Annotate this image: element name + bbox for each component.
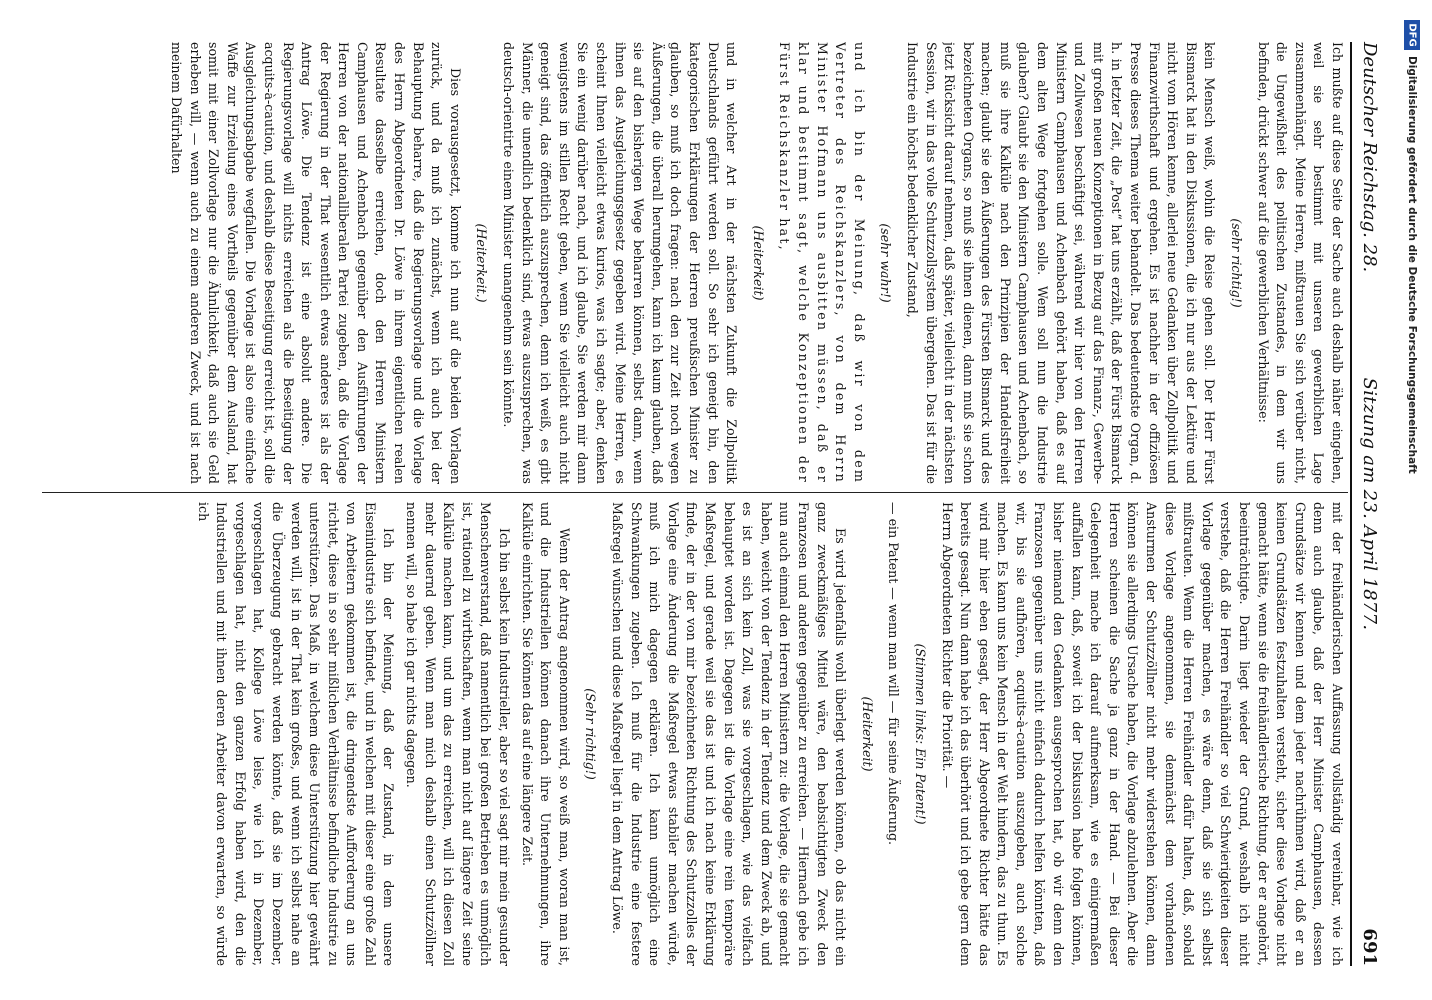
interjection: (sehr wahr!) xyxy=(878,223,894,303)
paragraph: und ich bin der Meinung, daß wir von dem Vertreter des Reichskanzlers, von dem Herrn Minister Hofmann uns ausbitten müssen, daß er klar und bestimmt sagt, welche Konzeptionen der Fürst Reichskanzler hat, xyxy=(777,42,867,484)
interjection: (Heiterkeit) xyxy=(859,696,875,772)
paragraph: — ein Patent — wenn man will — für seine Äußerung. xyxy=(886,502,902,846)
paragraph: mit der freihändlerischen Auffassung vollständig vereinbar, wie ich denn auch glaube, daß der Herr Minister Camphausen, dessen Grundsätze wir kennen und dem jeder nachrühmen wird, daß er an keinen Grundsätzen festzuhalten versteht, sicher diese Vorlage nicht gemacht hätte, wenn sie die freihändlerische Richtung, der er angehört, beeinträchtigte. Darin liegt wieder der Grund, weshalb ich nicht verstehe, daß die Herren Freihändler so viel Schwierigkeiten dieser Vorlage gegenüber machen, es wäre denn, daß sie sich selbst mißtrauten. Wenn die Herren Freihändler dafür halten, daß, sobald diese Vorlage angenommen, sie demnächst dem vorhandenen Ansturmen der Schutzzöllner nicht mehr widerstehen können, dann können sie allerdings Ursache haben, die Vorlage abzulehnen. Aber die Herren scheinen die Sache ja ganz in der Hand. — Bei dieser Gelegenheit mache ich darauf aufmerksam, wie es einigermaßen auffallen kann, daß, soweit ich der Diskussion habe folgen können, bisher niemand den Gedanken ausgesprochen hat, ob wir denn den Franzosen gegenüber uns nicht einfach dadurch helfen könnten, daß wir, bis sie aufhören, acquits-à-caution auszugeben, auch solche machen. Es kann uns kein Mensch in der Welt hindern, das zu thun. Es wird mir hier eben gesagt, der Herr Abgeordnete Richter hätte das bereits gesagt. Nun dann habe ich das überhört und ich gebe gern dem Herrn Abgeordneten Richter die Priorität. — xyxy=(939,502,1345,966)
paragraph: Es wird jedenfalls wohl überlegt werden können, ob das nicht ein ganz zweckmäßiges Mittel wäre, den beabsichtigten Zweck den Franzosen und anderen gegenüber zu erreichen. — Hiernach gebe ich nun auch einmal den Herren Ministern zu: die Vorlage, die sie gemacht haben, weicht von der Tendenz in der Tendenz und dem Zweck ab, und es ist an sich kein Zoll, was sie vorgeschlagen, wie das vielfach behauptet worden ist. Dagegen ist die Vorlage eine rein temporäre Maßregel, und gerade weil sie das ist und ich nach keine Erklärung finde, der in der von mir bezeichneten Richtung des Schutzzolles der Vorlage eine Änderung die Maßregel etwas stabiler machen würde, muß ich mich dagegen erklären. Ich kann unmöglich eine Schwankungen zugeben. Ich muß für die Industrie eine festere Maßregel wünschen und diese Maßregel liegt in dem Antrag Löwe. xyxy=(610,502,849,966)
interjection: (Stimmen links: Ein Patent!) xyxy=(912,643,928,825)
right-column xyxy=(42,502,1346,966)
rotated-page-wrapper xyxy=(12,20,1392,980)
header-session-date: Sitzung am 23. April 1877. xyxy=(1359,377,1380,631)
header-publication: Deutscher Reichstag. 28. xyxy=(1359,42,1380,273)
left-column xyxy=(42,42,1346,484)
dfg-sidenote xyxy=(1404,20,1420,980)
interjection: (Heiterkeit) xyxy=(750,225,766,301)
dfg-logo xyxy=(1404,20,1420,50)
paragraph: und in welcher Art in der nächsten Zukunft die Zollpolitik Deutschlands geführt werden soll. So sehr ich geneigt bin, den kategorischen Erklärungen der Herren preußischen Minister zu glauben, so muß ich doch fragen: nach den zur Zeit noch wegen Äußerungen, die überall herumgehen, kann ich kaum glauben, daß sie auf den bisherigen Wege beharren können, selbst dann, wenn ihnen das Ausgleichungsgesetz gegeben wird. Meine Herren, es scheint Ihnen vielleicht etwas kurios, was ich sagte; aber, denken Sie ein wenig darüber nach, und ich glaube, Sie werden mir dann wenigstens im stillen Recht geben, wenn Sie vielleicht auch nicht geneigt sind, das öffentlich auszusprechen, denn ich weiß, es gibt Männer, die unendlich bedenklich sind, etwas auszusprechen, was deutsch-orientirte einem Minister unangenehm sein könnte. xyxy=(501,42,740,484)
paragraph: Dies vorausgesetzt, komme ich nun auf die beiden Vorlagen zurück, und da muß ich zunächst, wenn ich auch bei der Behauptung beharre, daß die Regierungsvorlage und die Vorlage des Herrn Abgeordneten Dr. Löwe in ihrem eigentlichen realen Resultate dasselbe erreichen, doch den Herren Ministern Camphausen und Achenbach gegenüber den Ausführungen der Herren von der nationalliberalen Partei zugeben, daß die Vorlage der Regierung in der That wesentlich etwas anderes ist als der Antrag Löwe. Die Tendenz ist eine absolut andere. Die Regierungsvorlage will nichts erreichen als die Beseitigung der acquits-à-caution, und deshalb diese Beseitigung erreicht ist, soll die Ausgleichungsabgabe wegfallen. Die Vorlage ist also eine einfache Waffe zur Erzielung eines Vortheils gegenüber dem Ausland, hat somit mit einer Zollvorlage nur die Ähnlichkeit, daß auch sie Geld erheben will, — wenn auch zu einem anderen Zweck, und ist nach meinem Dafürhalten xyxy=(168,42,463,484)
paragraph: kein Mensch weiß, wohin die Reise gehen soll. Der Herr Fürst Bismarck hat in den Diskussionen, die ich nur aus der Lektüre und nicht vom Hören kenne, allerlei neue Gedanken über Zollpolitik und Finanzwirthschaft und ergehen. Es ist nachher in der offiziösen Presse dieses Thema weiter behandelt. Das bedeutendste Organ, d. h. in letzter Zeit, die „Post“ hat uns erzählt, daß der Fürst Bismarck mit großen neuen Konzeptionen in Bezug auf das Finanz-, Gewerbe- und Zollwesen beschäftigt sei, während wir hier von den Herren Ministern Camphausen und Achenbach gehört haben, daß es auf dem alten Wege fortgehen solle. Wem soll nun die Industrie glauben? Glaubt sie den Ministern Camphausen und Achenbach, so muß sie ihre Kalküle nach den Prinzipien der Handelsfreiheit machen; glaubt sie den Äußerungen des Fürsten Bismarck und des bezeichneten Organs, so muß sie ihnen dienen, dann muß sie schon jetzt Rücksicht darauf nehmen, daß später, vielleicht in der nächsten Session, wir in das volle Schutzzollsystem übergehen. Das ist für die Industrie ein höchst bedenklicher Zustand, xyxy=(904,42,1218,484)
interjection: (sehr richtig!) xyxy=(1229,218,1245,308)
funding-note: Digitalisierung gefördert durch die Deutsche Forschungsgemeinschaft xyxy=(1406,56,1418,474)
paragraph: Ich bin selbst kein Industrieller, aber so viel sagt mir mein gesunder Menschenverstand, daß namentlich bei großen Betrieben es unmöglich ist, rationell zu wirthschaften, wenn man nicht auf längere Zeit seine Kalküle machen kann, und um das zu erreichen, will ich diesen Zoll mehr dauernd geben. Wenn man mich deshalb einen Schutzzöllner nennen will, so habe ich gar nichts dagegen. xyxy=(404,502,513,966)
paragraph: Ich bin der Meinung, daß der Zustand, in dem unsere Eisenindustrie sich befindet, und in welchen mit dieser eine große Zahl von Arbeitern gekommen ist, die dringendste Aufforderung an uns richtet, diese in so sehr mißlichen Verhältnisse befindliche Industrie zu unterstützen. Das Maß, in welchem diese Unterstützung hier gewährt werden will, ist in der That kein großes, und wenn ich selbst nahe an die Überzeugung gebracht werden könnte, daß sie im Dezember, vorgeschlagen hat, Kollege Löwe leise, wie ich in Dezember, vorgeschlagen hat, nicht den ganzen Erfolg haben wird, den die Industriellen und mit ihnen deren Arbeiter davon erwarten, so würde ich xyxy=(195,502,397,966)
paragraph: Ich mußte auf diese Seite der Sache auch deshalb näher eingehen, weil sie sehr bestimmt mit unseren gewerblichen Lage zusammenhängt. Meine Herren, mißtrauen Sie sich verüber nicht, die Ungewißheit des politischen Zustandes, in dem wir uns befinden, drückt schwer auf die gewerblichen Verhältnisse: xyxy=(1255,42,1345,484)
newspaper-page xyxy=(12,20,1392,980)
page-number: 691 xyxy=(1359,928,1380,966)
dfg-logo-text: DFG xyxy=(1406,23,1418,47)
page-header xyxy=(1354,42,1388,966)
column-divider xyxy=(42,492,1348,493)
interjection: (Sehr richtig!) xyxy=(583,688,599,780)
header-rule xyxy=(1350,42,1352,966)
interjection: (Heiterkeit.) xyxy=(474,223,490,303)
paragraph: Wenn der Antrag angenommen wird, so weiß man, woran man ist, und die Industriellen können danach ihre Unternehmungen, ihre Kalküle einrichten. Sie können das auf eine längere Zeit. xyxy=(519,502,572,966)
